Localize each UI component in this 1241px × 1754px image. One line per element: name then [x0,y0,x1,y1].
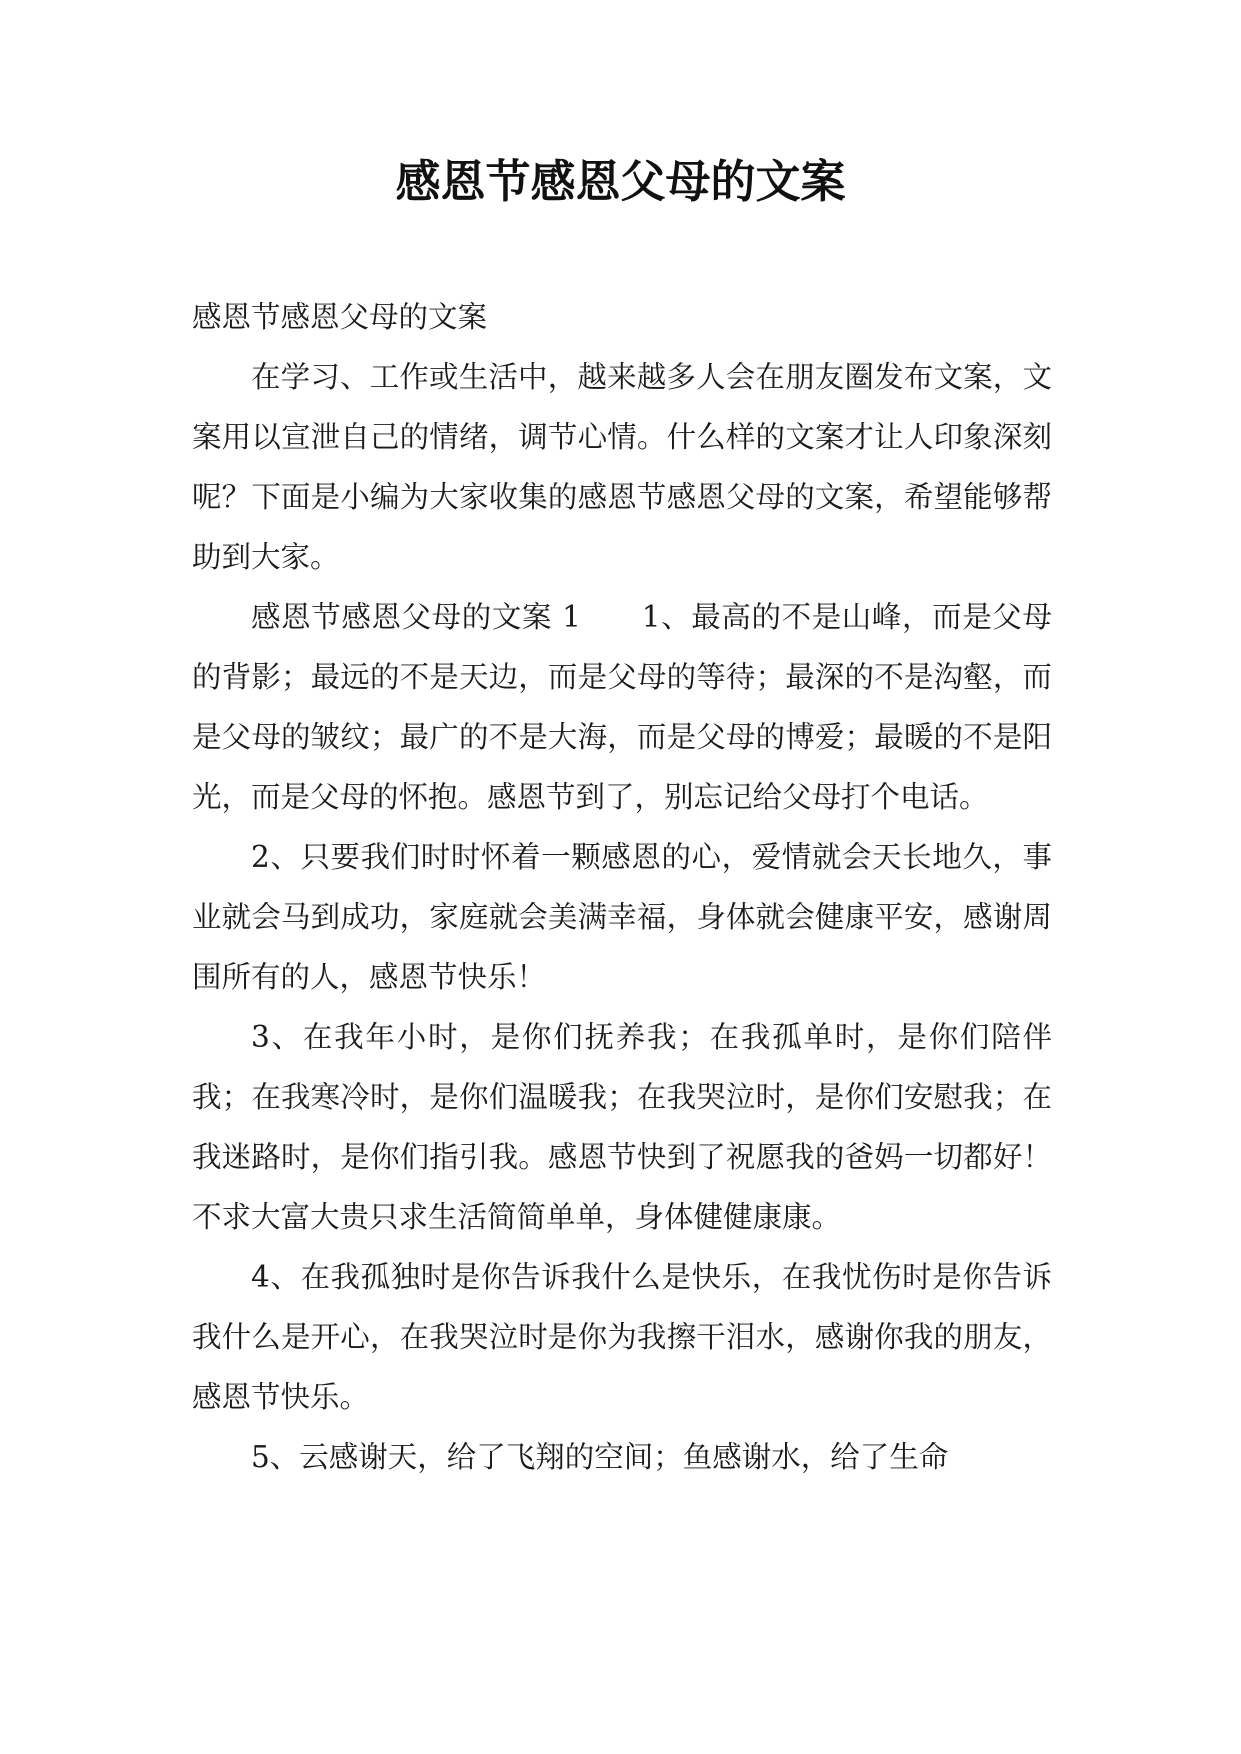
paragraph-intro: 在学习、工作或生活中，越来越多人会在朋友圈发布文案，文案用以宣泄自己的情绪，调节心情。什么样的文案才让人印象深刻呢？下面是小编为大家收集的感恩节感恩父母的文案，希望能够帮助到大家。 [192,360,1052,574]
paragraph-item-4: 4、在我孤独时是你告诉我什么是快乐，在我忧伤时是你告诉我什么是开心，在我哭泣时是你为我擦干泪水，感谢你我的朋友，感恩节快乐。 [192,1260,1052,1414]
paragraph-item-3: 3、在我年小时，是你们抚养我；在我孤单时，是你们陪伴我；在我寒冷时，是你们温暖我；在我哭泣时，是你们安慰我；在我迷路时，是你们指引我。感恩节快到了祝愿我的爸妈一切都好！不求大富大贵只求生活简简单单，身体健健康康。 [192,1020,1052,1234]
document-body [192,287,1052,1487]
paragraph-subtitle: 感恩节感恩父母的文案 [192,300,488,334]
paragraph-item-5: 5、云感谢天，给了飞翔的空间；鱼感谢水，给了生命 [251,1440,949,1474]
paragraph-item-2: 2、只要我们时时怀着一颗感恩的心，爱情就会天长地久，事业就会马到成功，家庭就会美满幸福，身体就会健康平安，感谢周围所有的人，感恩节快乐！ [192,840,1052,994]
document-title: 感恩节感恩父母的文案 [395,155,846,208]
paragraph-item-1: 感恩节感恩父母的文案 1 1、最高的不是山峰，而是父母的背影；最远的不是天边，而是父母的等待；最深的不是沟壑，而是父母的皱纹；最广的不是大海，而是父母的博爱；最暖的不是阳光，而是父母的怀抱。感恩节到了，别忘记给父母打个电话。 [192,600,1052,814]
